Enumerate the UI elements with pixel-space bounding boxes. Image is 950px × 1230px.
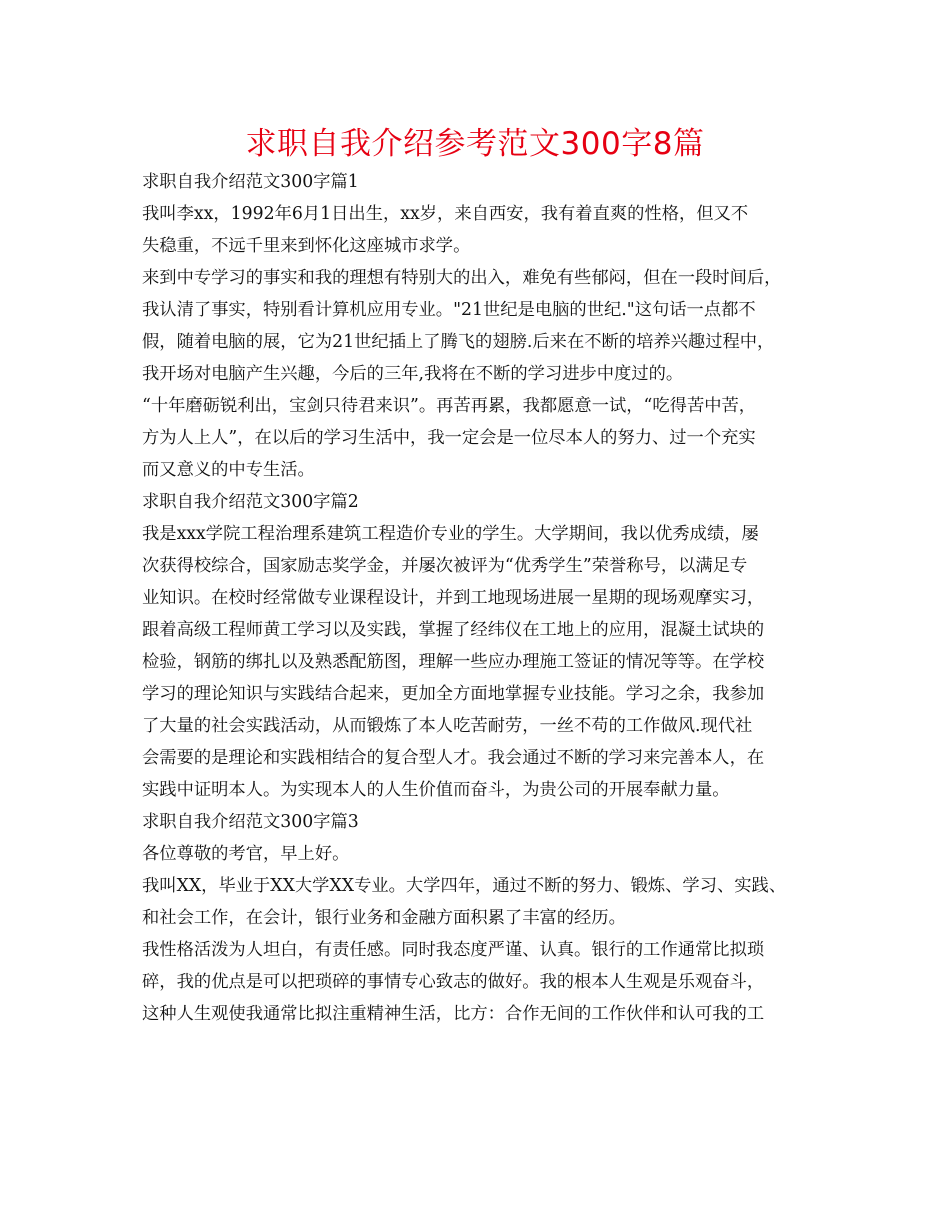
text-line: 我叫李xx，1992年6月1日出生，xx岁，来自西安，我有着直爽的性格，但又不: [142, 204, 749, 224]
text-line: “十年磨砺锐利出，宝剑只待君来识”。再苦再累，我都愿意一试，“吃得苦中苦，: [142, 396, 757, 416]
text-line: 了大量的社会实践活动，从而锻炼了本人吃苦耐劳，一丝不苟的工作做风.现代社: [142, 716, 753, 736]
text-line: 我叫XX，毕业于XX大学XX专业。大学四年，通过不断的努力、锻炼、学习、实践、: [142, 876, 787, 896]
section-heading-3: 求职自我介绍范文300字篇3: [142, 812, 359, 832]
document-title: 求职自我介绍参考范文300字8篇: [245, 126, 705, 162]
text-line: 我是xxx学院工程治理系建筑工程造价专业的学生。大学期间，我以优秀成绩，屡: [142, 524, 759, 544]
text-line: 方为人上人”，在以后的学习生活中，我一定会是一位尽本人的努力、过一个充实: [142, 428, 756, 448]
text-line: 我性格活泼为人坦白，有责任感。同时我态度严谨、认真。银行的工作通常比拟琐: [142, 940, 765, 960]
section-heading-2: 求职自我介绍范文300字篇2: [142, 492, 359, 512]
document-body: [142, 166, 832, 1030]
text-line: 各位尊敬的考官，早上好。: [142, 844, 350, 864]
text-line: 实践中证明本人。为实现本人的人生价值而奋斗，为贵公司的开展奉献力量。: [142, 780, 730, 800]
text-line: 假，随着电脑的展，它为21世纪插上了腾飞的翅膀.后来在不断的培养兴趣过程中，: [142, 332, 775, 352]
text-line: 跟着高级工程师黄工学习以及实践，掌握了经纬仪在工地上的应用，混凝土试块的: [142, 620, 765, 640]
text-line: 会需要的是理论和实践相结合的复合型人才。我会通过不断的学习来完善本人，在: [142, 748, 765, 768]
text-line: 这种人生观使我通常比拟注重精神生活，比方：合作无间的工作伙伴和认可我的工: [142, 1004, 765, 1024]
text-line: 失稳重，不远千里来到怀化这座城市求学。: [142, 236, 471, 256]
text-line: 碎，我的优点是可以把琐碎的事情专心致志的做好。我的根本人生观是乐观奋斗，: [142, 972, 765, 992]
text-line: 和社会工作，在会计，银行业务和金融方面积累了丰富的经历。: [142, 908, 626, 928]
section-heading-1: 求职自我介绍范文300字篇1: [142, 172, 359, 192]
text-line: 我开场对电脑产生兴趣，今后的三年,我将在不断的学习进步中度过的。: [142, 364, 684, 384]
text-line: 我认清了事实，特别看计算机应用专业。"21世纪是电脑的世纪."这句话一点都不: [142, 300, 756, 320]
text-line: 来到中专学习的事实和我的理想有特别大的出入，难免有些郁闷，但在一段时间后，: [142, 268, 782, 288]
text-line: 业知识。在校时经常做专业课程设计，并到工地现场进展一星期的现场观摩实习，: [142, 588, 765, 608]
text-line: 而又意义的中专生活。: [142, 460, 315, 480]
text-line: 学习的理论知识与实践结合起来，更加全方面地掌握专业技能。学习之余，我参加: [142, 684, 765, 704]
text-line: 检验，钢筋的绑扎以及熟悉配筋图，理解一些应办理施工签证的情况等等。在学校: [142, 652, 765, 672]
text-line: 次获得校综合，国家励志奖学金，并屡次被评为“优秀学生”荣誉称号，以满足专: [142, 556, 748, 576]
